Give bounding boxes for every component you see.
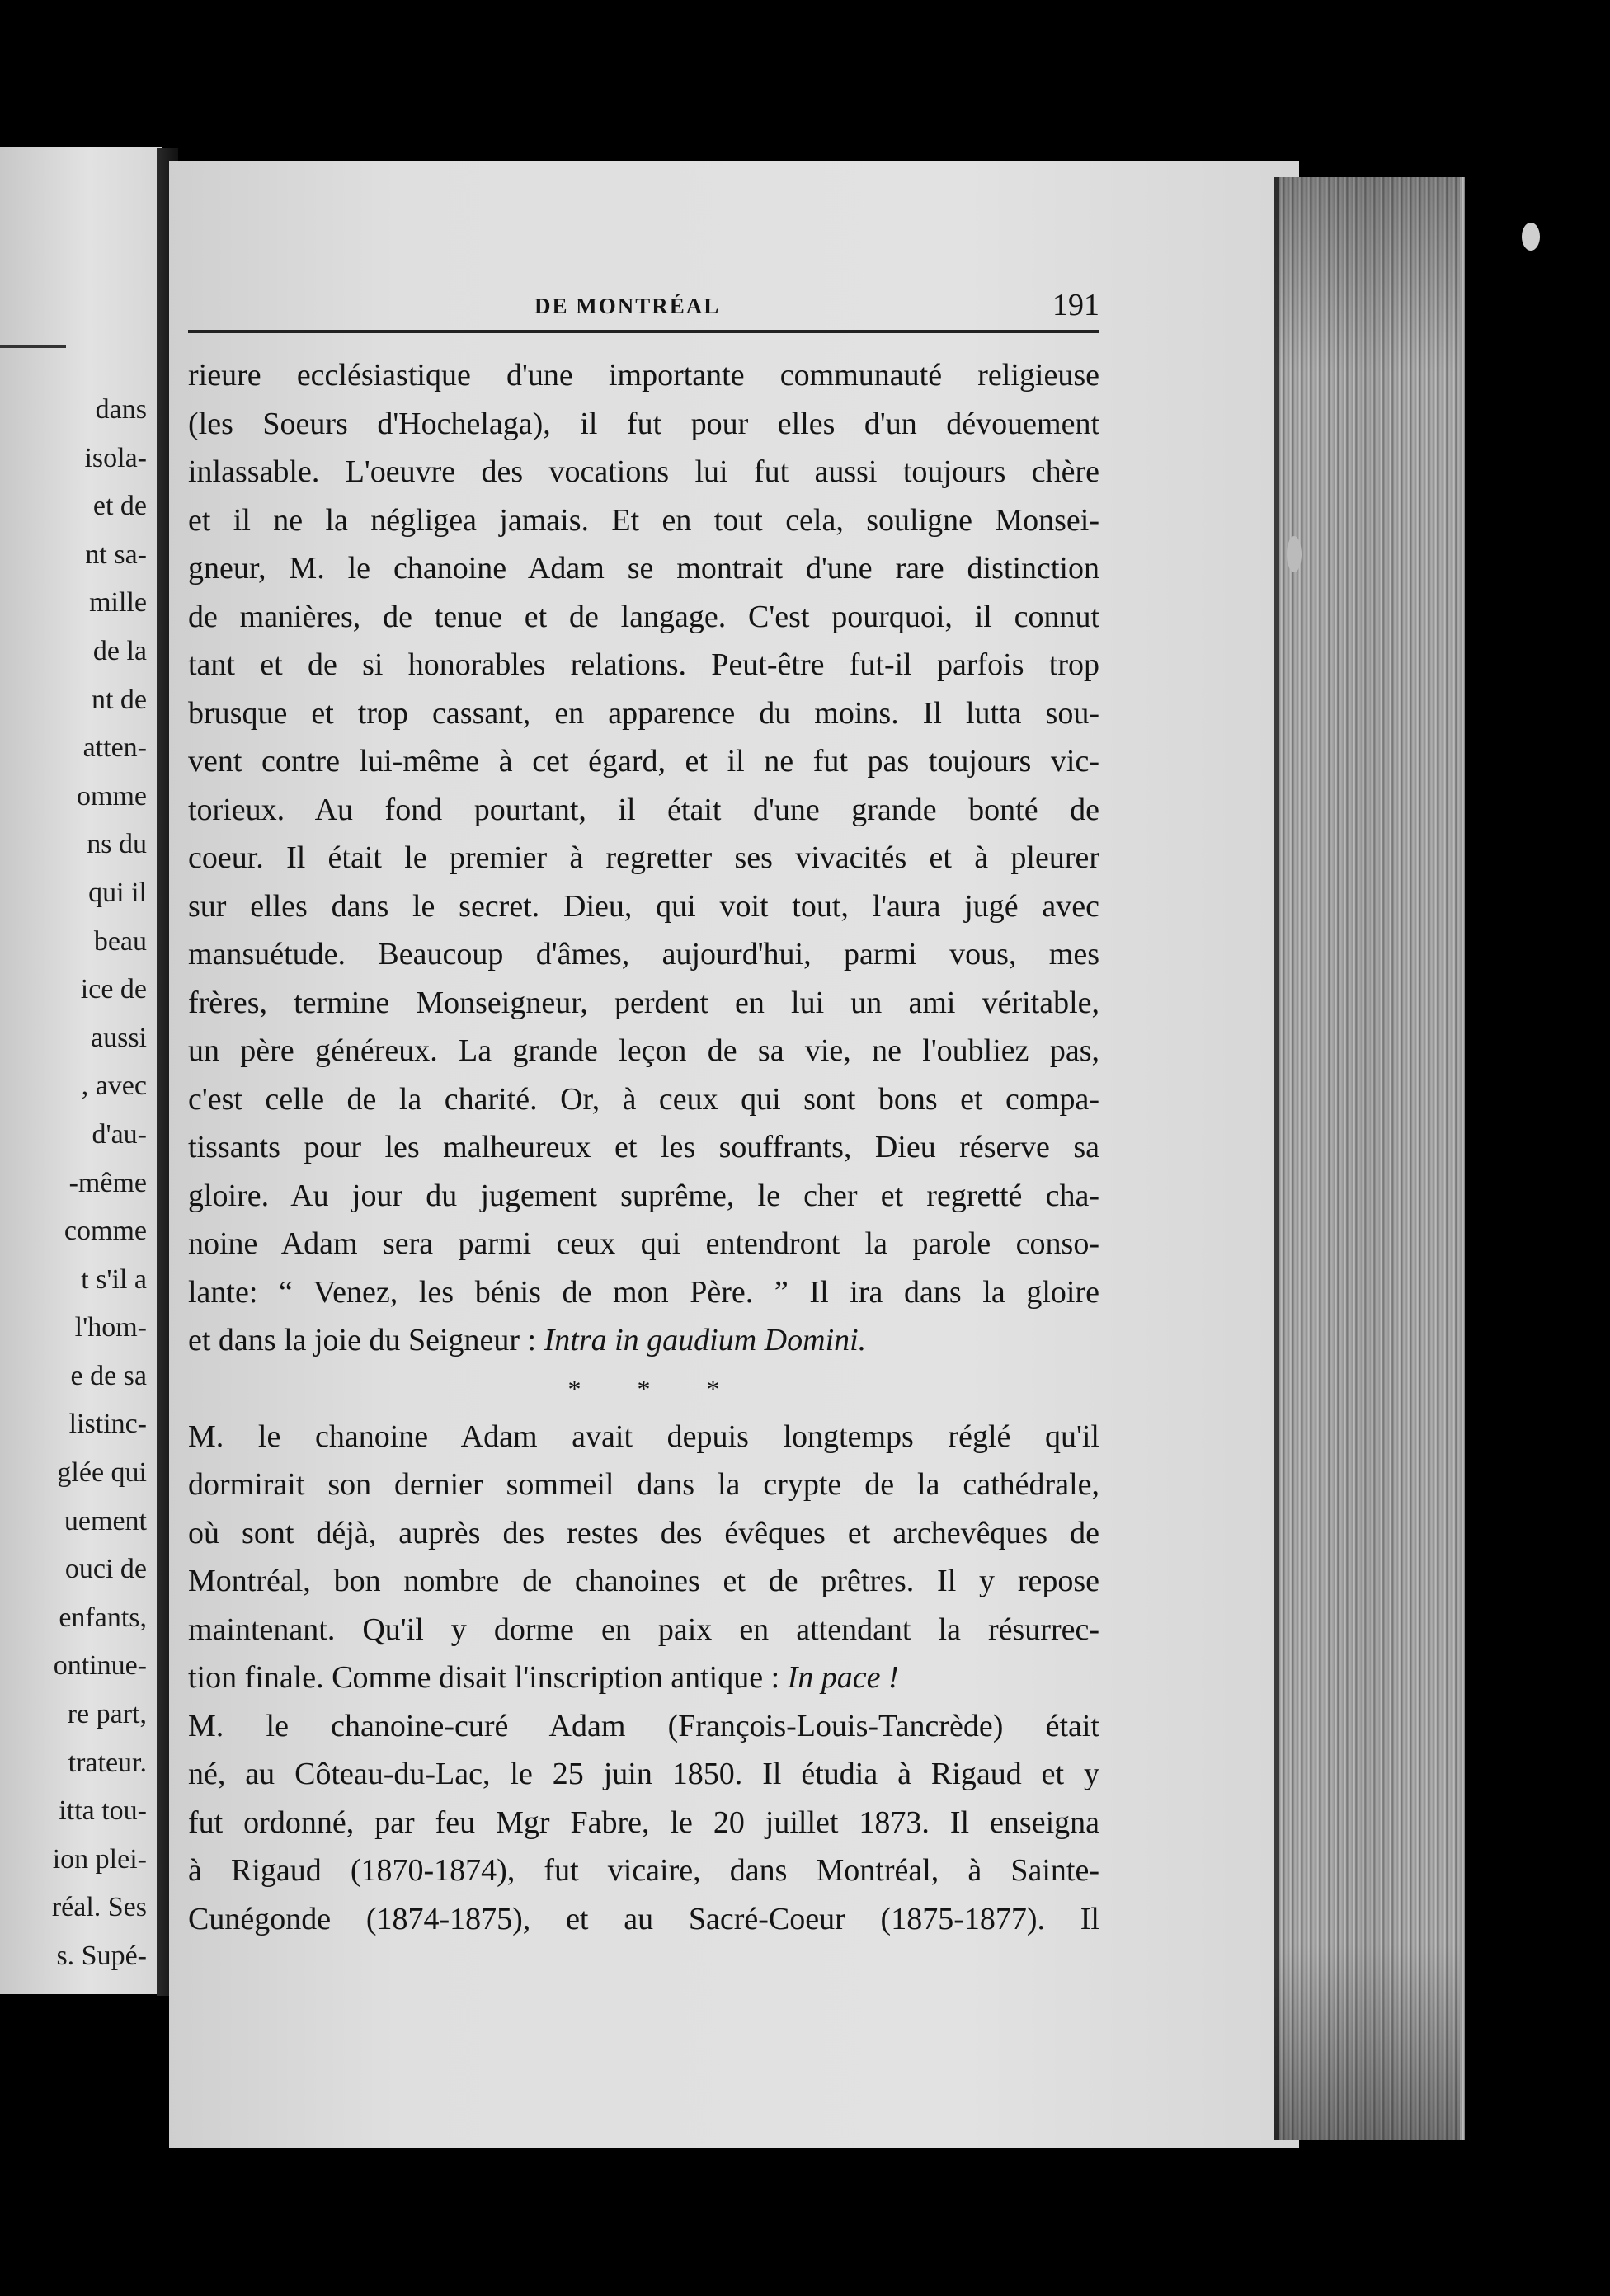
page-content bbox=[188, 289, 1099, 1943]
running-head bbox=[188, 289, 1099, 333]
text-line: et il ne la négligea jamais. Et en tout cela, souligne Monsei- bbox=[188, 502, 1099, 538]
text-line: isola- bbox=[84, 442, 147, 473]
text-line: rieure ecclésiastique d'une importante communauté religieuse bbox=[188, 358, 1099, 393]
text-line: dans bbox=[95, 394, 147, 425]
text-line: inlassable. L'oeuvre des vocations lui fut aussi toujours chère bbox=[188, 454, 1099, 489]
text-line: frères, termine Monseigneur, perdent en lui un ami véritable, bbox=[188, 985, 1099, 1020]
text-line: ns du bbox=[87, 829, 147, 860]
text-line: -même bbox=[68, 1167, 147, 1198]
paragraph-2-last-line: tion finale. Comme disait l'inscription antique : In pace ! bbox=[188, 1660, 899, 1695]
scan-speck bbox=[1287, 536, 1302, 572]
left-page-rule bbox=[0, 345, 66, 348]
text-line: où sont déjà, auprès des restes des évêques et archevêques de bbox=[188, 1515, 1099, 1550]
text-line: né, au Côteau-du-Lac, le 25 juin 1850. Il étudia à Rigaud et y bbox=[188, 1757, 1099, 1791]
text-line: s. Supé- bbox=[56, 1941, 147, 1971]
text-line: réal. Ses bbox=[51, 1892, 147, 1923]
text-line: atten- bbox=[82, 732, 147, 764]
text-line: M. le chanoine Adam avait depuis longtemps réglé qu'il bbox=[188, 1419, 1099, 1454]
text-line: enfants, bbox=[59, 1602, 147, 1633]
text-line: noine Adam sera parmi ceux qui entendront la parole conso- bbox=[188, 1226, 1099, 1261]
text-line: un père généreux. La grande leçon de sa vie, ne l'oubliez pas, bbox=[188, 1033, 1099, 1068]
text-line: trateur. bbox=[68, 1747, 147, 1778]
text-line: re part, bbox=[67, 1699, 147, 1730]
text-line: gneur, M. le chanoine Adam se montrait d'une rare distinction bbox=[188, 551, 1099, 586]
text-line: de manières, de tenue et de langage. C'est pourquoi, il connut bbox=[188, 599, 1099, 634]
text-line: torieux. Au fond pourtant, il était d'une grande bonté de bbox=[188, 792, 1099, 827]
text-line: mille bbox=[89, 587, 147, 619]
text-line: tissants pour les malheureux et les souffrants, Dieu réserve sa bbox=[188, 1130, 1099, 1164]
text-line: omme bbox=[77, 780, 147, 812]
text-line: maintenant. Qu'il y dorme en paix en attendant la résurrec- bbox=[188, 1611, 1099, 1647]
running-head-title: DE MONTRÉAL bbox=[534, 294, 721, 318]
text-line: sur elles dans le secret. Dieu, qui voit tout, l'aura jugé avec bbox=[188, 888, 1099, 924]
text-line: listinc- bbox=[68, 1409, 147, 1440]
scan-speck bbox=[1522, 223, 1540, 251]
left-facing-page bbox=[0, 147, 162, 1994]
text-line: vent contre lui-même à cet égard, et il ne fut pas toujours vic- bbox=[188, 744, 1099, 779]
text-line: gloire. Au jour du jugement suprême, le cher et regretté cha- bbox=[188, 1178, 1099, 1213]
text-line: d'au- bbox=[92, 1118, 147, 1150]
text-line: Montréal, bon nombre de chanoines et de prêtres. Il y repose bbox=[188, 1564, 1099, 1598]
text-line: l'hom- bbox=[74, 1312, 147, 1343]
text-line: à Rigaud (1870-1874), fut vicaire, dans Montréal, à Sainte- bbox=[188, 1853, 1099, 1888]
text-line: aussi bbox=[91, 1022, 147, 1053]
text-line: comme bbox=[64, 1216, 147, 1247]
text-line: ice de bbox=[80, 974, 147, 1005]
text-line: mansuétude. Beaucoup d'âmes, aujourd'hui, parmi vous, mes bbox=[188, 937, 1099, 972]
text-line: beau bbox=[93, 925, 147, 957]
text-line: qui il bbox=[88, 877, 147, 908]
paragraph-1 bbox=[188, 351, 1099, 1316]
text-line: lante: “ Venez, les bénis de mon Père. ” Il ira dans la gloire bbox=[188, 1274, 1099, 1310]
page-edges-shadow bbox=[1274, 177, 1460, 2140]
text-line: tant et de si honorables relations. Peut-être fut-il parfois trop bbox=[188, 647, 1099, 682]
text-line: dormirait son dernier sommeil dans la crypte de la cathédrale, bbox=[188, 1467, 1099, 1502]
body-text bbox=[188, 351, 1099, 1943]
text-line: ouci de bbox=[64, 1554, 147, 1585]
text-line: c'est celle de la charité. Or, à ceux qui sont bons et compa- bbox=[188, 1081, 1099, 1117]
left-page-text bbox=[52, 386, 147, 1981]
text-line: , avec bbox=[81, 1070, 147, 1102]
text-line: itta tou- bbox=[59, 1795, 147, 1827]
text-line: uement bbox=[64, 1505, 147, 1536]
text-line: e de sa bbox=[70, 1360, 147, 1391]
text-line: ontinue- bbox=[53, 1650, 147, 1682]
text-line: Cunégonde (1874-1875), et au Sacré-Coeur (1875-1877). Il bbox=[188, 1901, 1099, 1936]
paragraph-2 bbox=[188, 1413, 1099, 1654]
text-line: M. le chanoine-curé Adam (François-Louis-Tancrède) était bbox=[188, 1708, 1099, 1743]
text-line: brusque et trop cassant, en apparence du moins. Il lutta sou- bbox=[188, 695, 1099, 731]
paragraph-1-last-line: et dans la joie du Seigneur : Intra in gaudium Domini. bbox=[188, 1323, 867, 1357]
page-number: 191 bbox=[1052, 288, 1099, 322]
text-line: coeur. Il était le premier à regretter ses vivacités et à pleurer bbox=[188, 840, 1099, 875]
text-line: t s'il a bbox=[81, 1263, 147, 1295]
section-separator: * * * bbox=[567, 1373, 745, 1404]
text-line: de la bbox=[92, 635, 147, 666]
paragraph-3 bbox=[188, 1702, 1099, 1944]
text-line: fut ordonné, par feu Mgr Fabre, le 20 juillet 1873. Il enseigna bbox=[188, 1804, 1099, 1840]
text-line: glée qui bbox=[57, 1457, 147, 1489]
text-line: ion plei- bbox=[52, 1843, 147, 1875]
text-line: nt sa- bbox=[85, 539, 147, 570]
text-line: nt de bbox=[91, 684, 147, 715]
text-line: et de bbox=[92, 491, 147, 522]
text-line: (les Soeurs d'Hochelaga), il fut pour elles d'un dévouement bbox=[188, 406, 1099, 441]
